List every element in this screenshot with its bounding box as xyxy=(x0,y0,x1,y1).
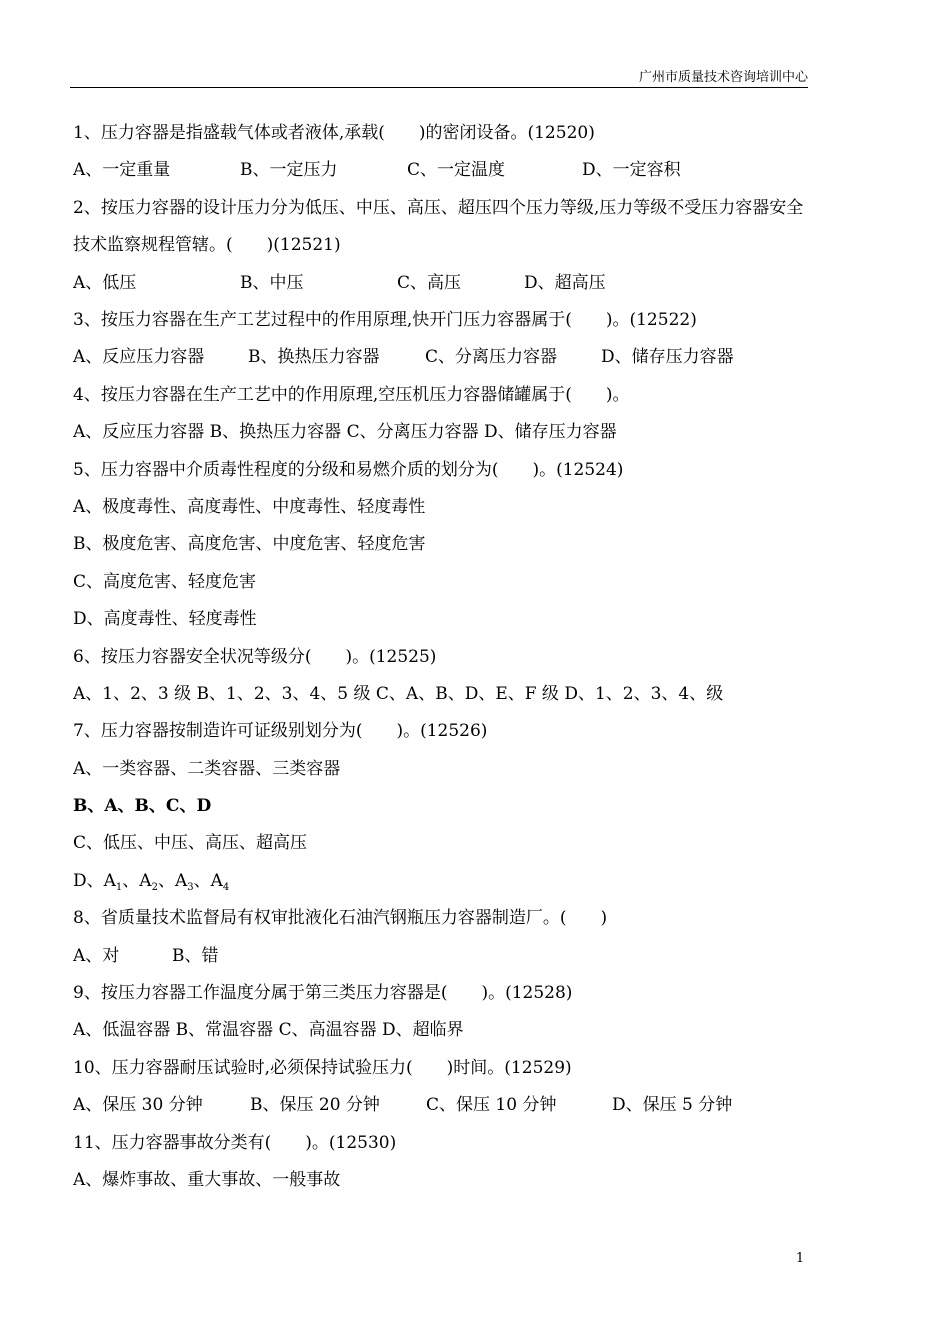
option-c: C、一定温度 xyxy=(407,160,506,181)
question-7: 7、压力容器按制造许可证级别划分为( )。(12526) xyxy=(73,721,488,742)
subscript: 3 xyxy=(187,881,194,893)
question-9-options: A、低温容器 B、常温容器 C、高温容器 D、超临界 xyxy=(73,1020,464,1041)
question-7-option-d xyxy=(73,863,808,900)
question-2-options xyxy=(73,265,808,302)
option-c: C、高压 xyxy=(397,272,462,293)
option-d-sep: 、A xyxy=(157,870,188,891)
option-d-sep: 、A xyxy=(122,870,152,891)
question-5: 5、压力容器中介质毒性程度的分级和易燃介质的划分为( )。(12524) xyxy=(73,459,624,480)
option-b: B、中压 xyxy=(240,272,304,293)
page-number: 1 xyxy=(795,1251,805,1266)
subscript: 1 xyxy=(115,881,123,893)
question-1-options xyxy=(73,152,808,189)
option-b: B、保压 20 分钟 xyxy=(250,1095,380,1116)
question-4-options: A、反应压力容器 B、换热压力容器 C、分离压力容器 D、储存压力容器 xyxy=(73,422,617,443)
option-d: D、超高压 xyxy=(524,272,606,293)
question-7-option-a: A、一类容器、二类容器、三类容器 xyxy=(73,758,341,779)
question-11: 11、压力容器事故分类有( )。(12530) xyxy=(73,1132,397,1153)
option-c: C、保压 10 分钟 xyxy=(426,1095,557,1116)
option-b: B、一定压力 xyxy=(240,160,338,181)
option-d-prefix: D、A xyxy=(73,870,116,891)
question-2: 2、按压力容器的设计压力分为低压、中压、高压、超压四个压力等级,压力等级不受压力容器安全技术监察规程管辖。( )(12521) xyxy=(73,197,804,256)
option-d-sep: 、A xyxy=(193,870,223,891)
question-5-option-c: C、高度危害、轻度危害 xyxy=(73,571,257,592)
option-b: B、换热压力容器 xyxy=(248,347,380,368)
header-rule xyxy=(70,87,808,88)
question-11-option-a: A、爆炸事故、重大事故、一般事故 xyxy=(73,1169,341,1190)
question-4: 4、按压力容器在生产工艺中的作用原理,空压机压力容器储罐属于( )。 xyxy=(73,384,630,405)
option-a: A、对 xyxy=(73,945,120,966)
option-d: D、储存压力容器 xyxy=(601,347,734,368)
question-7-option-b: B、A、B、C、D xyxy=(73,796,212,817)
question-5-option-d: D、高度毒性、轻度毒性 xyxy=(73,609,257,630)
header-org: 广州市质量技术咨询培训中心 xyxy=(638,70,808,85)
option-a: A、低压 xyxy=(73,272,137,293)
question-3-options xyxy=(73,339,808,376)
question-5-option-b: B、极度危害、高度危害、中度危害、轻度危害 xyxy=(73,534,426,555)
subscript: 2 xyxy=(151,881,158,893)
question-9: 9、按压力容器工作温度分属于第三类压力容器是( )。(12528) xyxy=(73,983,573,1004)
question-7-option-c: C、低压、中压、高压、超高压 xyxy=(73,833,308,854)
question-8-options xyxy=(73,938,808,975)
option-a: A、反应压力容器 xyxy=(73,347,205,368)
option-a: A、保压 30 分钟 xyxy=(73,1095,203,1116)
question-10: 10、压力容器耐压试验时,必须保持试验压力( )时间。(12529) xyxy=(73,1057,572,1078)
option-c: C、分离压力容器 xyxy=(425,347,558,368)
option-b: B、错 xyxy=(172,945,219,966)
question-1: 1、压力容器是指盛载气体或者液体,承载( )的密闭设备。(12520) xyxy=(73,123,595,143)
question-10-options xyxy=(73,1087,808,1124)
question-8: 8、省质量技术监督局有权审批液化石油汽钢瓶压力容器制造厂。( ) xyxy=(73,908,608,929)
question-5-option-a: A、极度毒性、高度毒性、中度毒性、轻度毒性 xyxy=(73,496,426,517)
question-6-options: A、1、2、3 级 B、1、2、3、4、5 级 C、A、B、D、E、F 级 D、1、2、3、4、级 xyxy=(73,683,724,704)
option-d: D、一定容积 xyxy=(582,160,681,181)
question-list xyxy=(73,115,808,1199)
subscript: 4 xyxy=(222,881,230,893)
question-3: 3、按压力容器在生产工艺过程中的作用原理,快开门压力容器属于( )。(12522) xyxy=(73,309,697,330)
option-a: A、一定重量 xyxy=(73,160,171,181)
option-d: D、保压 5 分钟 xyxy=(612,1095,733,1116)
question-6: 6、按压力容器安全状况等级分( )。(12525) xyxy=(73,646,437,667)
